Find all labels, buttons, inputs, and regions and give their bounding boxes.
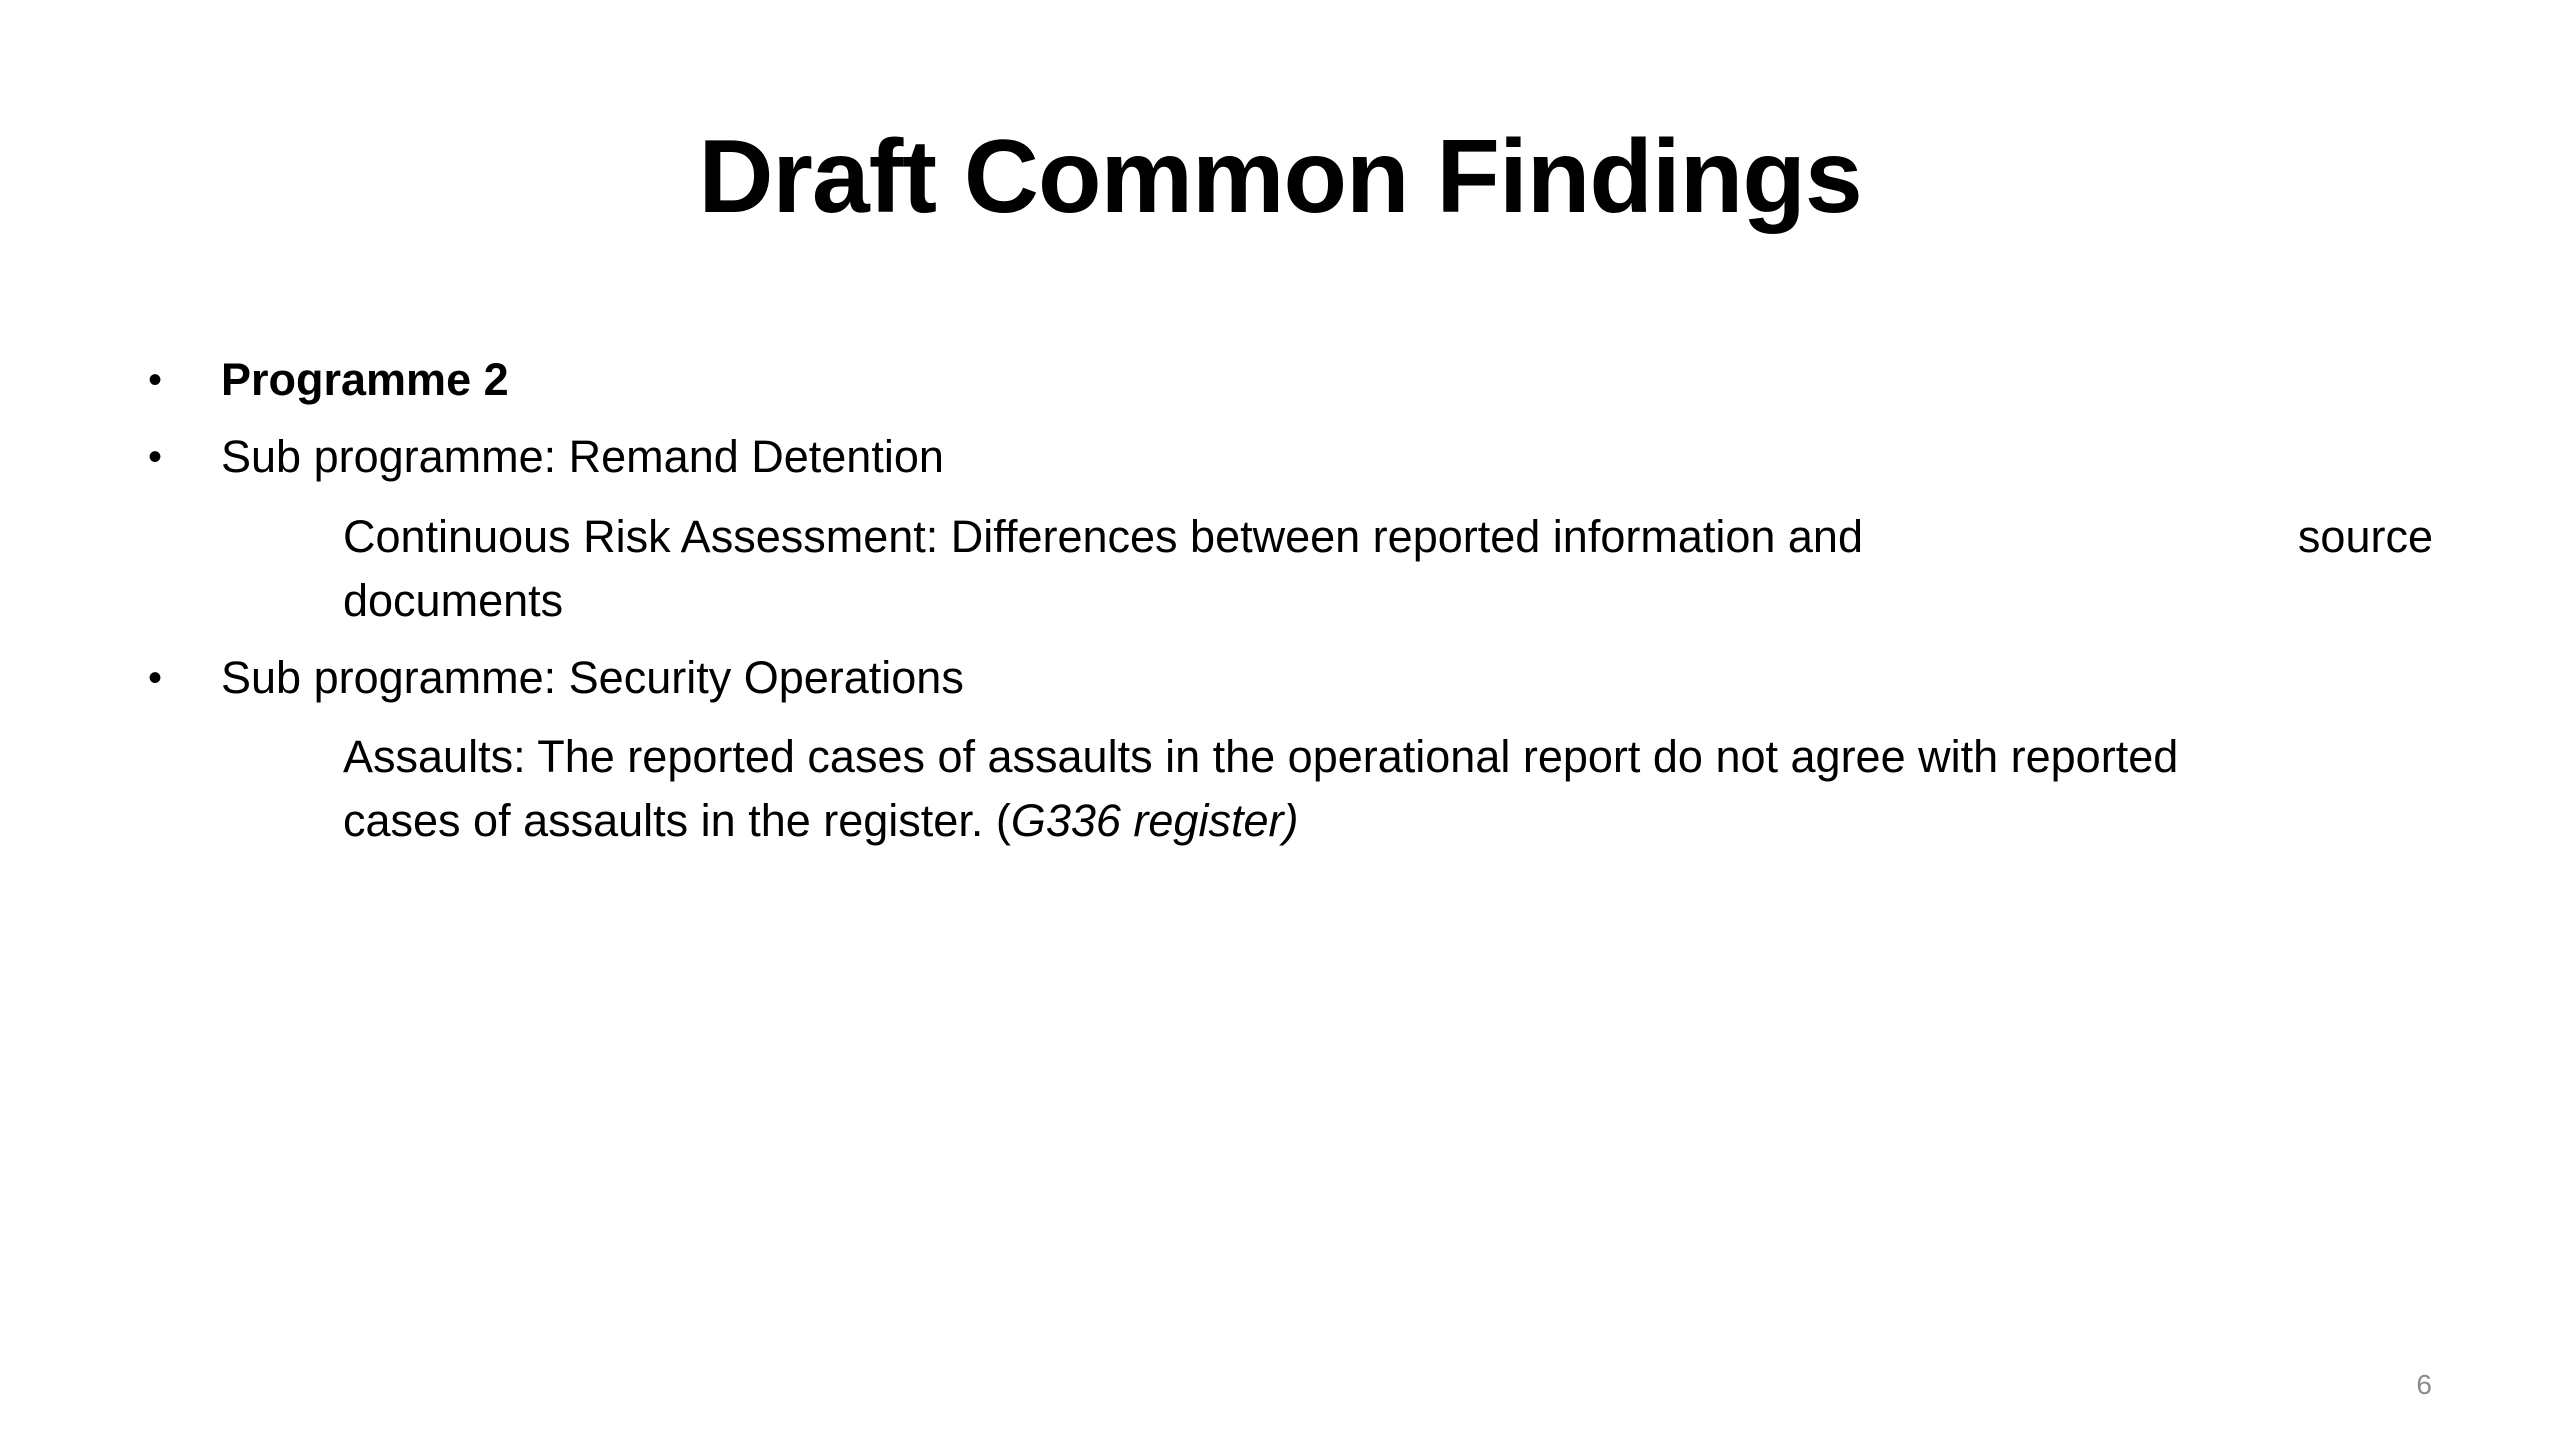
- security-detail-line-2: [343, 789, 2433, 853]
- remand-detail-line-1: [343, 505, 2433, 569]
- slide-title: Draft Common Findings: [698, 119, 1862, 235]
- page-number: 6: [2416, 1369, 2432, 1400]
- remand-detail-line-2: documents: [343, 575, 564, 626]
- bullet-icon: •: [148, 435, 163, 479]
- bullet-icon: •: [148, 358, 163, 402]
- remand-detention-detail: [343, 505, 2433, 633]
- security-operations-detail: [343, 725, 2433, 853]
- bullet-text-security-operations: Sub programme: Security Operations: [221, 652, 964, 703]
- bullet-text-remand-detention: Sub programme: Remand Detention: [221, 431, 944, 482]
- security-detail-register-reference: G336 register): [1010, 795, 1299, 846]
- remand-detail-line-1-left: Continuous Risk Assessment: Differences between reported information and: [343, 511, 1863, 562]
- security-detail-line-2-plain: cases of assaults in the register. (: [343, 795, 1011, 846]
- bullet-icon: •: [148, 656, 163, 700]
- remand-detail-line-1-right: source: [2297, 511, 2433, 562]
- bullet-text-programme: Programme 2: [221, 354, 509, 405]
- security-detail-line-1: Assaults: The reported cases of assaults in the operational report do not agree with reported: [343, 731, 2179, 782]
